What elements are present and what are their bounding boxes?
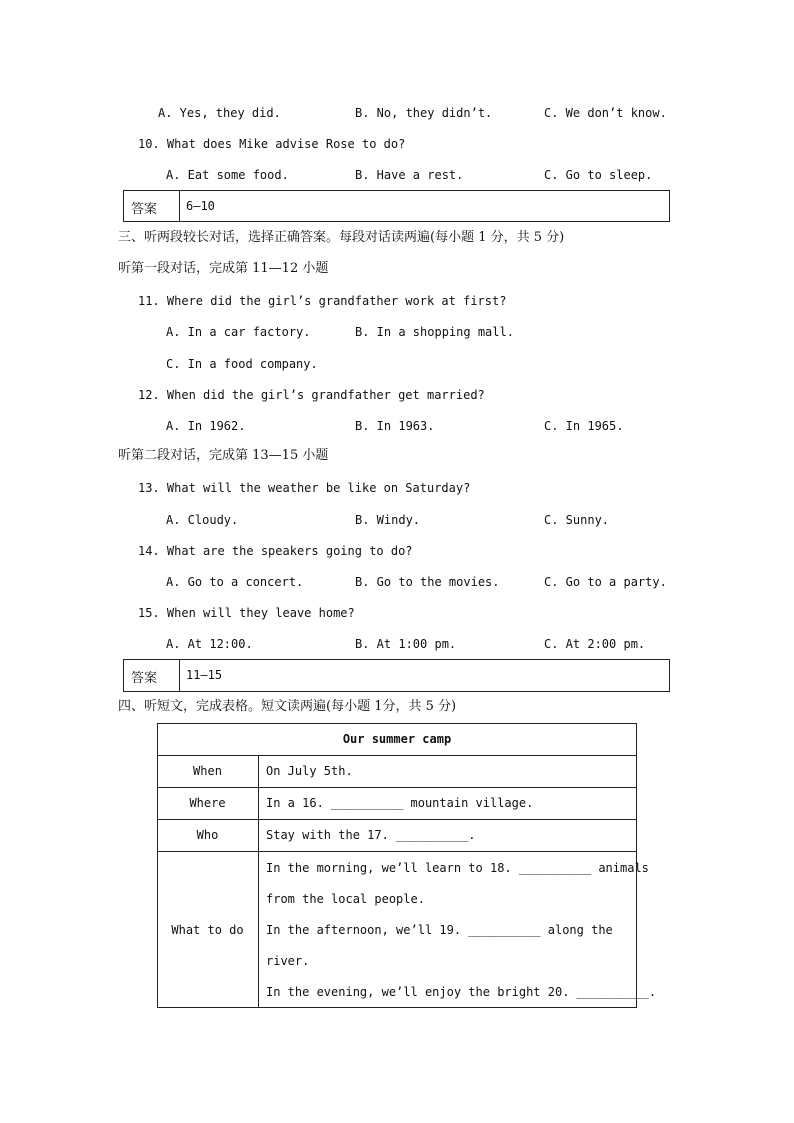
q14-option-b: B. Go to the movies. xyxy=(355,575,500,589)
q14-option-c: C. Go to a party. xyxy=(544,575,667,589)
table-title: Our summer camp xyxy=(342,732,452,746)
answer-box-2-divider xyxy=(179,660,180,691)
table-row-content-when: On July 5th. xyxy=(266,764,353,778)
q15-option-c: C. At 2:00 pm. xyxy=(544,637,646,651)
q9-option-b: B. No, they didn’t. xyxy=(355,106,493,120)
table-row-content-who: Stay with the 17. __________. xyxy=(266,828,476,842)
q10-option-b: B. Have a rest. xyxy=(355,168,464,182)
q11-option-c: C. In a food company. xyxy=(166,357,318,371)
q15-question: 15. When will they leave home? xyxy=(138,606,355,620)
q10-question: 10. What does Mike advise Rose to do? xyxy=(138,137,406,151)
table-row-content-what-to-do-line: In the morning, we’ll learn to 18. __________ animals xyxy=(266,861,649,875)
answer-box-2-label: 答案 xyxy=(131,671,158,686)
q12-option-c: C. In 1965. xyxy=(544,419,624,433)
q9-option-c: C. We don’t know. xyxy=(544,106,667,120)
q14-option-a: A. Go to a concert. xyxy=(166,575,304,589)
section3-dialogue2-heading: 听第二段对话，完成第 13—15 小题 xyxy=(118,448,329,463)
q13-option-c: C. Sunny. xyxy=(544,513,610,527)
table-row-divider xyxy=(157,787,637,788)
table-row-label-what-to-do: What to do xyxy=(171,923,244,937)
q11-option-b: B. In a shopping mall. xyxy=(355,325,514,339)
q13-option-a: A. Cloudy. xyxy=(166,513,239,527)
answer-box-1-divider xyxy=(179,191,180,221)
answer-box-2 xyxy=(123,659,670,692)
table-row-label-when: When xyxy=(193,764,222,778)
q11-question: 11. Where did the girl’s grandfather work at first? xyxy=(138,294,507,308)
q12-option-a: A. In 1962. xyxy=(166,419,246,433)
q10-option-a: A. Eat some food. xyxy=(166,168,289,182)
q13-option-b: B. Windy. xyxy=(355,513,421,527)
q11-option-a: A. In a car factory. xyxy=(166,325,311,339)
table-row-content-what-to-do-line: river. xyxy=(266,954,310,968)
table-row-content-what-to-do-line: from the local people. xyxy=(266,892,425,906)
table-row-label-who: Who xyxy=(196,828,219,842)
q13-question: 13. What will the weather be like on Saturday? xyxy=(138,481,471,495)
table-row-content-where: In a 16. __________ mountain village. xyxy=(266,796,534,810)
q12-option-b: B. In 1963. xyxy=(355,419,435,433)
q10-option-c: C. Go to sleep. xyxy=(544,168,653,182)
table-column-divider xyxy=(258,755,259,1007)
answer-box-2-range: 11—15 xyxy=(186,668,223,682)
table-row-divider xyxy=(157,755,637,756)
table-row-divider xyxy=(157,851,637,852)
section3-dialogue1-heading: 听第一段对话，完成第 11—12 小题 xyxy=(118,261,329,276)
q9-option-a: A. Yes, they did. xyxy=(158,106,281,120)
q12-question: 12. When did the girl’s grandfather get married? xyxy=(138,388,485,402)
table-row-divider xyxy=(157,819,637,820)
table-row-content-what-to-do-line: In the evening, we’ll enjoy the bright 20. __________. xyxy=(266,985,657,999)
q15-option-a: A. At 12:00. xyxy=(166,637,253,651)
section4-heading: 四、听短文，完成表格。短文读两遍(每小题 1分，共 5 分) xyxy=(118,699,457,714)
answer-box-1 xyxy=(123,190,670,222)
table-row-label-where: Where xyxy=(189,796,226,810)
q15-option-b: B. At 1:00 pm. xyxy=(355,637,457,651)
answer-box-1-label: 答案 xyxy=(131,202,158,217)
table-row-content-what-to-do-line: In the afternoon, we’ll 19. __________ along the xyxy=(266,923,613,937)
q14-question: 14. What are the speakers going to do? xyxy=(138,544,413,558)
answer-box-1-range: 6—10 xyxy=(186,199,215,213)
section3-heading: 三、听两段较长对话，选择正确答案。每段对话读两遍(每小题 1 分，共 5 分) xyxy=(118,230,565,245)
